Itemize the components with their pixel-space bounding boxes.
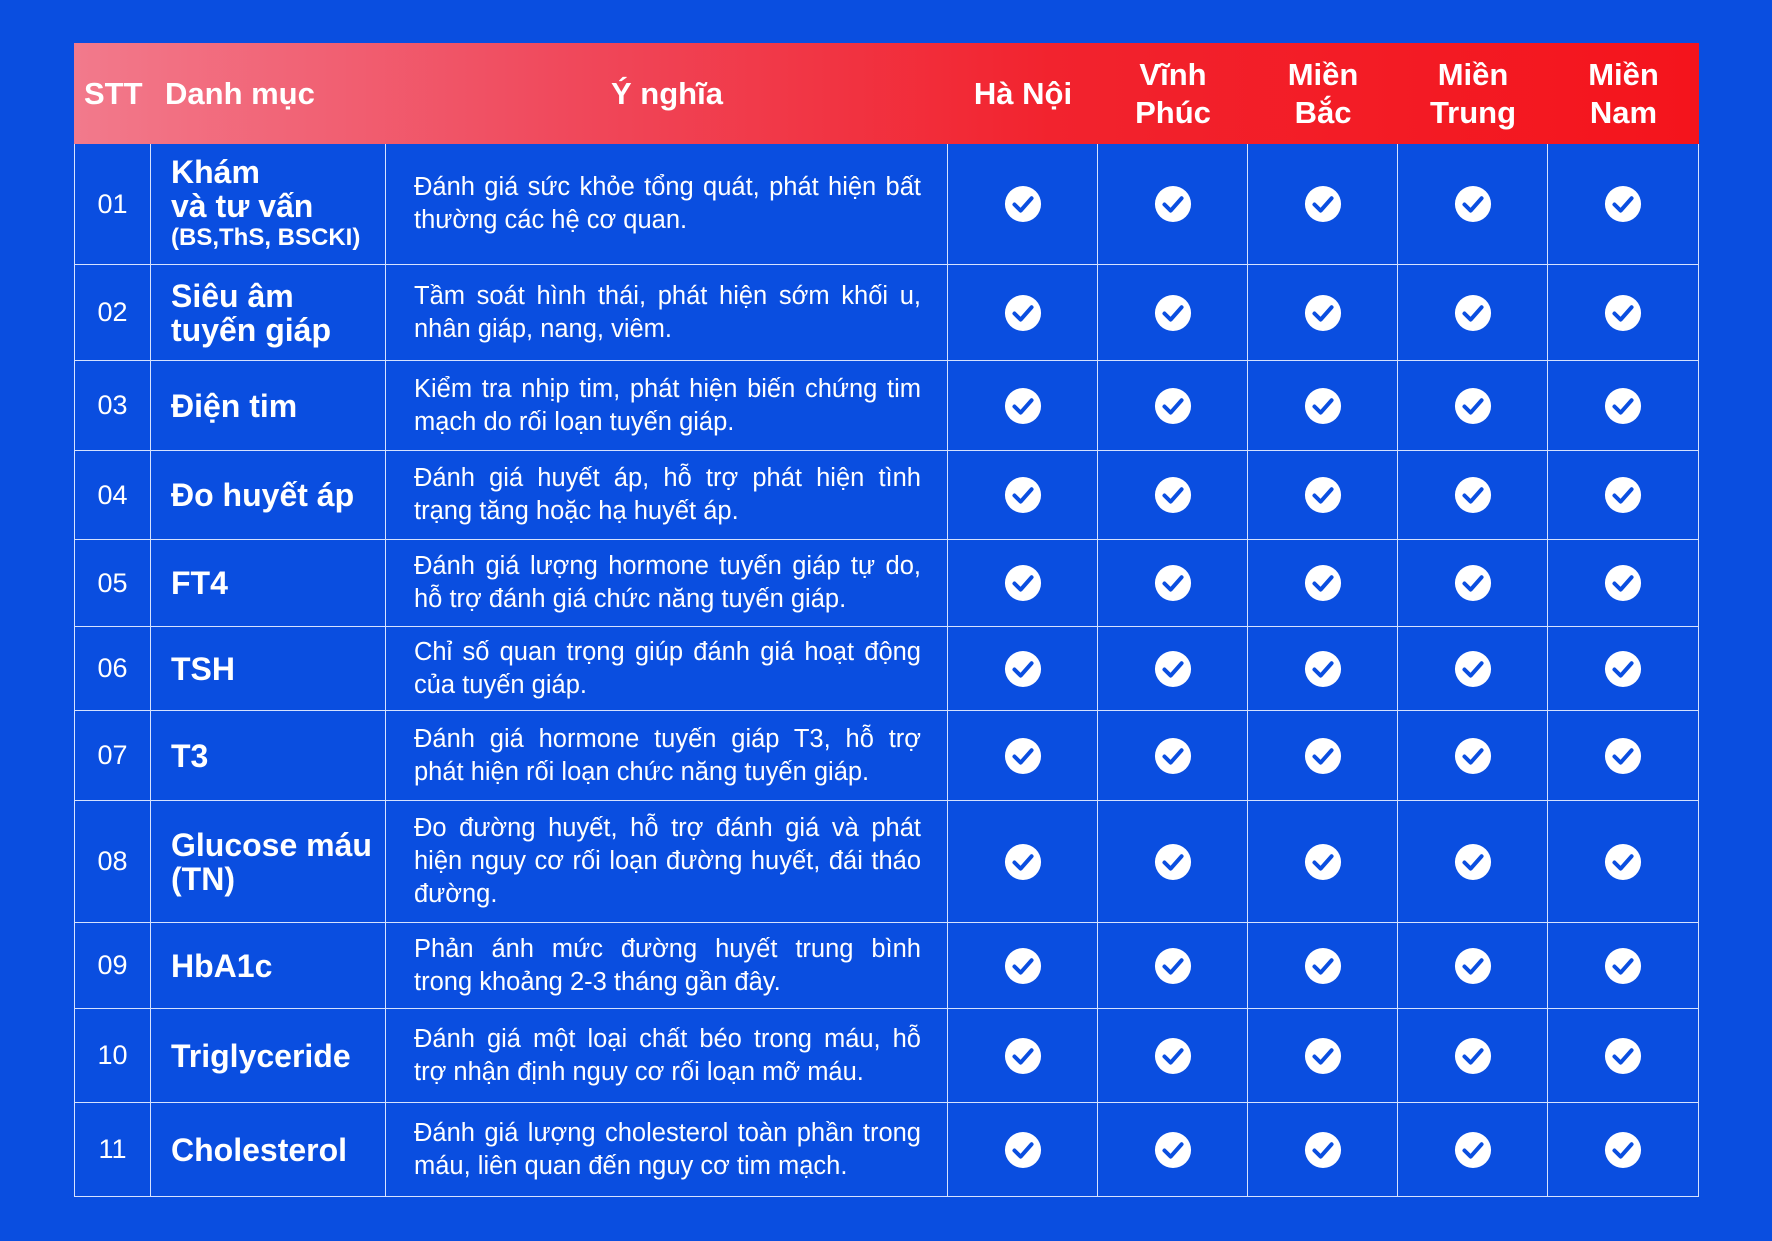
row-check-cell [1248, 1009, 1398, 1103]
row-check-cell [1548, 144, 1699, 265]
row-name-line: Siêu âm [171, 277, 294, 314]
check-circle-icon [1004, 737, 1042, 775]
row-check-cell [1098, 451, 1248, 540]
row-check-cell [948, 451, 1098, 540]
check-circle-icon [1604, 185, 1642, 223]
check-circle-icon [1154, 737, 1192, 775]
service-comparison-table [74, 43, 1699, 1197]
check-circle-icon [1604, 650, 1642, 688]
row-check-cell [1398, 265, 1548, 361]
check-circle-icon [1304, 1037, 1342, 1075]
check-circle-icon [1604, 1037, 1642, 1075]
row-stt: 09 [74, 923, 151, 1009]
row-name-sub: (BS,ThS, BSCKI) [171, 224, 361, 251]
check-circle-icon [1604, 564, 1642, 602]
row-name [151, 540, 386, 627]
header-region-ha-noi: Hà Nội [973, 75, 1073, 111]
row-name-line: tuyến giáp [171, 311, 332, 348]
row-check-cell [948, 144, 1098, 265]
row-stt: 01 [74, 144, 151, 265]
row-name [151, 801, 386, 923]
row-check-cell [1398, 451, 1548, 540]
row-check-cell [1548, 711, 1699, 801]
check-circle-icon [1454, 294, 1492, 332]
check-circle-icon [1454, 947, 1492, 985]
table-header [74, 43, 1699, 144]
row-check-cell [1548, 1103, 1699, 1197]
check-circle-icon [1004, 185, 1042, 223]
row-description: Đánh giá hormone tuyến giáp T3, hỗ trợ phát hiện rối loạn chức năng tuyến giáp. [386, 711, 948, 801]
check-circle-icon [1154, 843, 1192, 881]
check-circle-icon [1154, 947, 1192, 985]
row-check-cell [1098, 801, 1248, 923]
check-circle-icon [1304, 564, 1342, 602]
row-name-line: Khám [171, 154, 260, 190]
row-description: Chỉ số quan trọng giúp đánh giá hoạt động của tuyến giáp. [386, 627, 948, 711]
row-check-cell [948, 361, 1098, 451]
check-circle-icon [1604, 387, 1642, 425]
check-circle-icon [1454, 564, 1492, 602]
row-check-cell [1098, 361, 1248, 451]
row-check-cell [1098, 923, 1248, 1009]
row-name-line: T3 [171, 737, 209, 774]
row-description: Tầm soát hình thái, phát hiện sớm khối u, nhân giáp, nang, viêm. [386, 265, 948, 361]
check-circle-icon [1004, 650, 1042, 688]
check-circle-icon [1304, 1131, 1342, 1169]
row-check-cell [948, 801, 1098, 923]
check-circle-icon [1004, 1131, 1042, 1169]
row-check-cell [1398, 361, 1548, 451]
row-check-cell [1398, 1009, 1548, 1103]
check-circle-icon [1454, 1131, 1492, 1169]
row-check-cell [1548, 801, 1699, 923]
check-circle-icon [1304, 650, 1342, 688]
check-circle-icon [1454, 1037, 1492, 1075]
row-check-cell [1248, 1103, 1398, 1197]
row-description: Đo đường huyết, hỗ trợ đánh giá và phát hiện nguy cơ rối loạn đường huyết, đái tháo đường. [386, 801, 948, 923]
row-check-cell [1548, 361, 1699, 451]
check-circle-icon [1004, 947, 1042, 985]
check-circle-icon [1004, 564, 1042, 602]
header-region-mien-trung: Miền Trung [1429, 56, 1517, 130]
row-check-cell [1248, 711, 1398, 801]
row-check-cell [1098, 540, 1248, 627]
row-name-line: FT4 [171, 565, 228, 601]
row-check-cell [1398, 540, 1548, 627]
check-circle-icon [1304, 843, 1342, 881]
row-stt: 05 [74, 540, 151, 627]
row-name [151, 1103, 386, 1197]
row-check-cell [948, 1009, 1098, 1103]
row-check-cell [1398, 711, 1548, 801]
row-check-cell [1248, 144, 1398, 265]
check-circle-icon [1304, 294, 1342, 332]
row-name [151, 923, 386, 1009]
row-check-cell [948, 265, 1098, 361]
row-name-line: Điện tim [171, 387, 298, 424]
row-name-line: và tư vấn [171, 188, 314, 224]
row-description: Đánh giá một loại chất béo trong máu, hỗ trợ nhận định nguy cơ rối loạn mỡ máu. [386, 1009, 948, 1103]
row-name [151, 1009, 386, 1103]
row-stt: 04 [74, 451, 151, 540]
row-check-cell [1098, 627, 1248, 711]
check-circle-icon [1454, 843, 1492, 881]
row-stt: 02 [74, 265, 151, 361]
check-circle-icon [1154, 476, 1192, 514]
row-check-cell [1098, 1009, 1248, 1103]
row-name [151, 144, 386, 265]
row-check-cell [1398, 144, 1548, 265]
header-region-mien-nam: Miền Nam [1588, 56, 1659, 130]
check-circle-icon [1304, 737, 1342, 775]
row-check-cell [1248, 923, 1398, 1009]
header-y-nghia: Ý nghĩa [611, 75, 723, 111]
header-stt: STT [84, 75, 143, 111]
check-circle-icon [1604, 476, 1642, 514]
row-check-cell [948, 540, 1098, 627]
row-check-cell [1248, 801, 1398, 923]
row-check-cell [1548, 265, 1699, 361]
row-check-cell [1398, 627, 1548, 711]
header-danh-muc: Danh mục [165, 75, 315, 111]
row-description: Đánh giá sức khỏe tổng quát, phát hiện bất thường các hệ cơ quan. [386, 144, 948, 265]
row-name-line: Triglyceride [171, 1037, 351, 1074]
row-stt: 08 [74, 801, 151, 923]
check-circle-icon [1004, 843, 1042, 881]
header-region-mien-bac: Miền Bắc [1287, 56, 1359, 130]
row-check-cell [1098, 1103, 1248, 1197]
check-circle-icon [1454, 650, 1492, 688]
row-check-cell [1548, 923, 1699, 1009]
check-circle-icon [1154, 185, 1192, 223]
check-circle-icon [1454, 476, 1492, 514]
row-check-cell [1248, 361, 1398, 451]
row-name-line: Cholesterol [171, 1131, 348, 1168]
row-check-cell [1398, 801, 1548, 923]
row-check-cell [1548, 1009, 1699, 1103]
row-stt: 10 [74, 1009, 151, 1103]
row-name [151, 711, 386, 801]
row-check-cell [1098, 144, 1248, 265]
check-circle-icon [1604, 947, 1642, 985]
row-check-cell [1548, 627, 1699, 711]
row-name [151, 265, 386, 361]
row-check-cell [1098, 265, 1248, 361]
row-name-line: TSH [171, 650, 235, 687]
check-circle-icon [1154, 1037, 1192, 1075]
row-name-line: Glucose máu [171, 826, 372, 863]
header-region-vinh-phuc: Vĩnh Phúc [1135, 56, 1211, 130]
row-check-cell [948, 627, 1098, 711]
row-description: Phản ánh mức đường huyết trung bình trong khoảng 2-3 tháng gần đây. [386, 923, 948, 1009]
check-circle-icon [1154, 650, 1192, 688]
check-circle-icon [1304, 185, 1342, 223]
check-circle-icon [1454, 185, 1492, 223]
check-circle-icon [1004, 476, 1042, 514]
row-check-cell [1398, 1103, 1548, 1197]
check-circle-icon [1154, 564, 1192, 602]
row-check-cell [1548, 540, 1699, 627]
check-circle-icon [1604, 737, 1642, 775]
row-description: Đánh giá lượng hormone tuyến giáp tự do, hỗ trợ đánh giá chức năng tuyến giáp. [386, 540, 948, 627]
check-circle-icon [1004, 1037, 1042, 1075]
row-stt: 11 [74, 1103, 151, 1197]
row-stt: 07 [74, 711, 151, 801]
row-name-line: Đo huyết áp [171, 477, 355, 513]
row-check-cell [1098, 711, 1248, 801]
row-check-cell [948, 1103, 1098, 1197]
row-description: Đánh giá lượng cholesterol toàn phần trong máu, liên quan đến nguy cơ tim mạch. [386, 1103, 948, 1197]
check-circle-icon [1604, 843, 1642, 881]
check-circle-icon [1604, 294, 1642, 332]
check-circle-icon [1604, 1131, 1642, 1169]
row-name-line: HbA1c [171, 947, 273, 984]
check-circle-icon [1154, 1131, 1192, 1169]
check-circle-icon [1454, 737, 1492, 775]
row-check-cell [1398, 923, 1548, 1009]
check-circle-icon [1004, 387, 1042, 425]
check-circle-icon [1304, 947, 1342, 985]
row-check-cell [1248, 451, 1398, 540]
row-check-cell [948, 711, 1098, 801]
row-name [151, 627, 386, 711]
check-circle-icon [1154, 387, 1192, 425]
row-name [151, 361, 386, 451]
row-description: Kiểm tra nhịp tim, phát hiện biến chứng tim mạch do rối loạn tuyến giáp. [386, 361, 948, 451]
row-description: Đánh giá huyết áp, hỗ trợ phát hiện tình trạng tăng hoặc hạ huyết áp. [386, 451, 948, 540]
row-name [151, 451, 386, 540]
row-check-cell [1248, 627, 1398, 711]
row-stt: 03 [74, 361, 151, 451]
check-circle-icon [1454, 387, 1492, 425]
row-check-cell [1248, 265, 1398, 361]
row-name-line: (TN) [171, 860, 235, 897]
row-check-cell [948, 923, 1098, 1009]
check-circle-icon [1004, 294, 1042, 332]
check-circle-icon [1154, 294, 1192, 332]
check-circle-icon [1304, 476, 1342, 514]
row-check-cell [1248, 540, 1398, 627]
row-stt: 06 [74, 627, 151, 711]
row-check-cell [1548, 451, 1699, 540]
check-circle-icon [1304, 387, 1342, 425]
